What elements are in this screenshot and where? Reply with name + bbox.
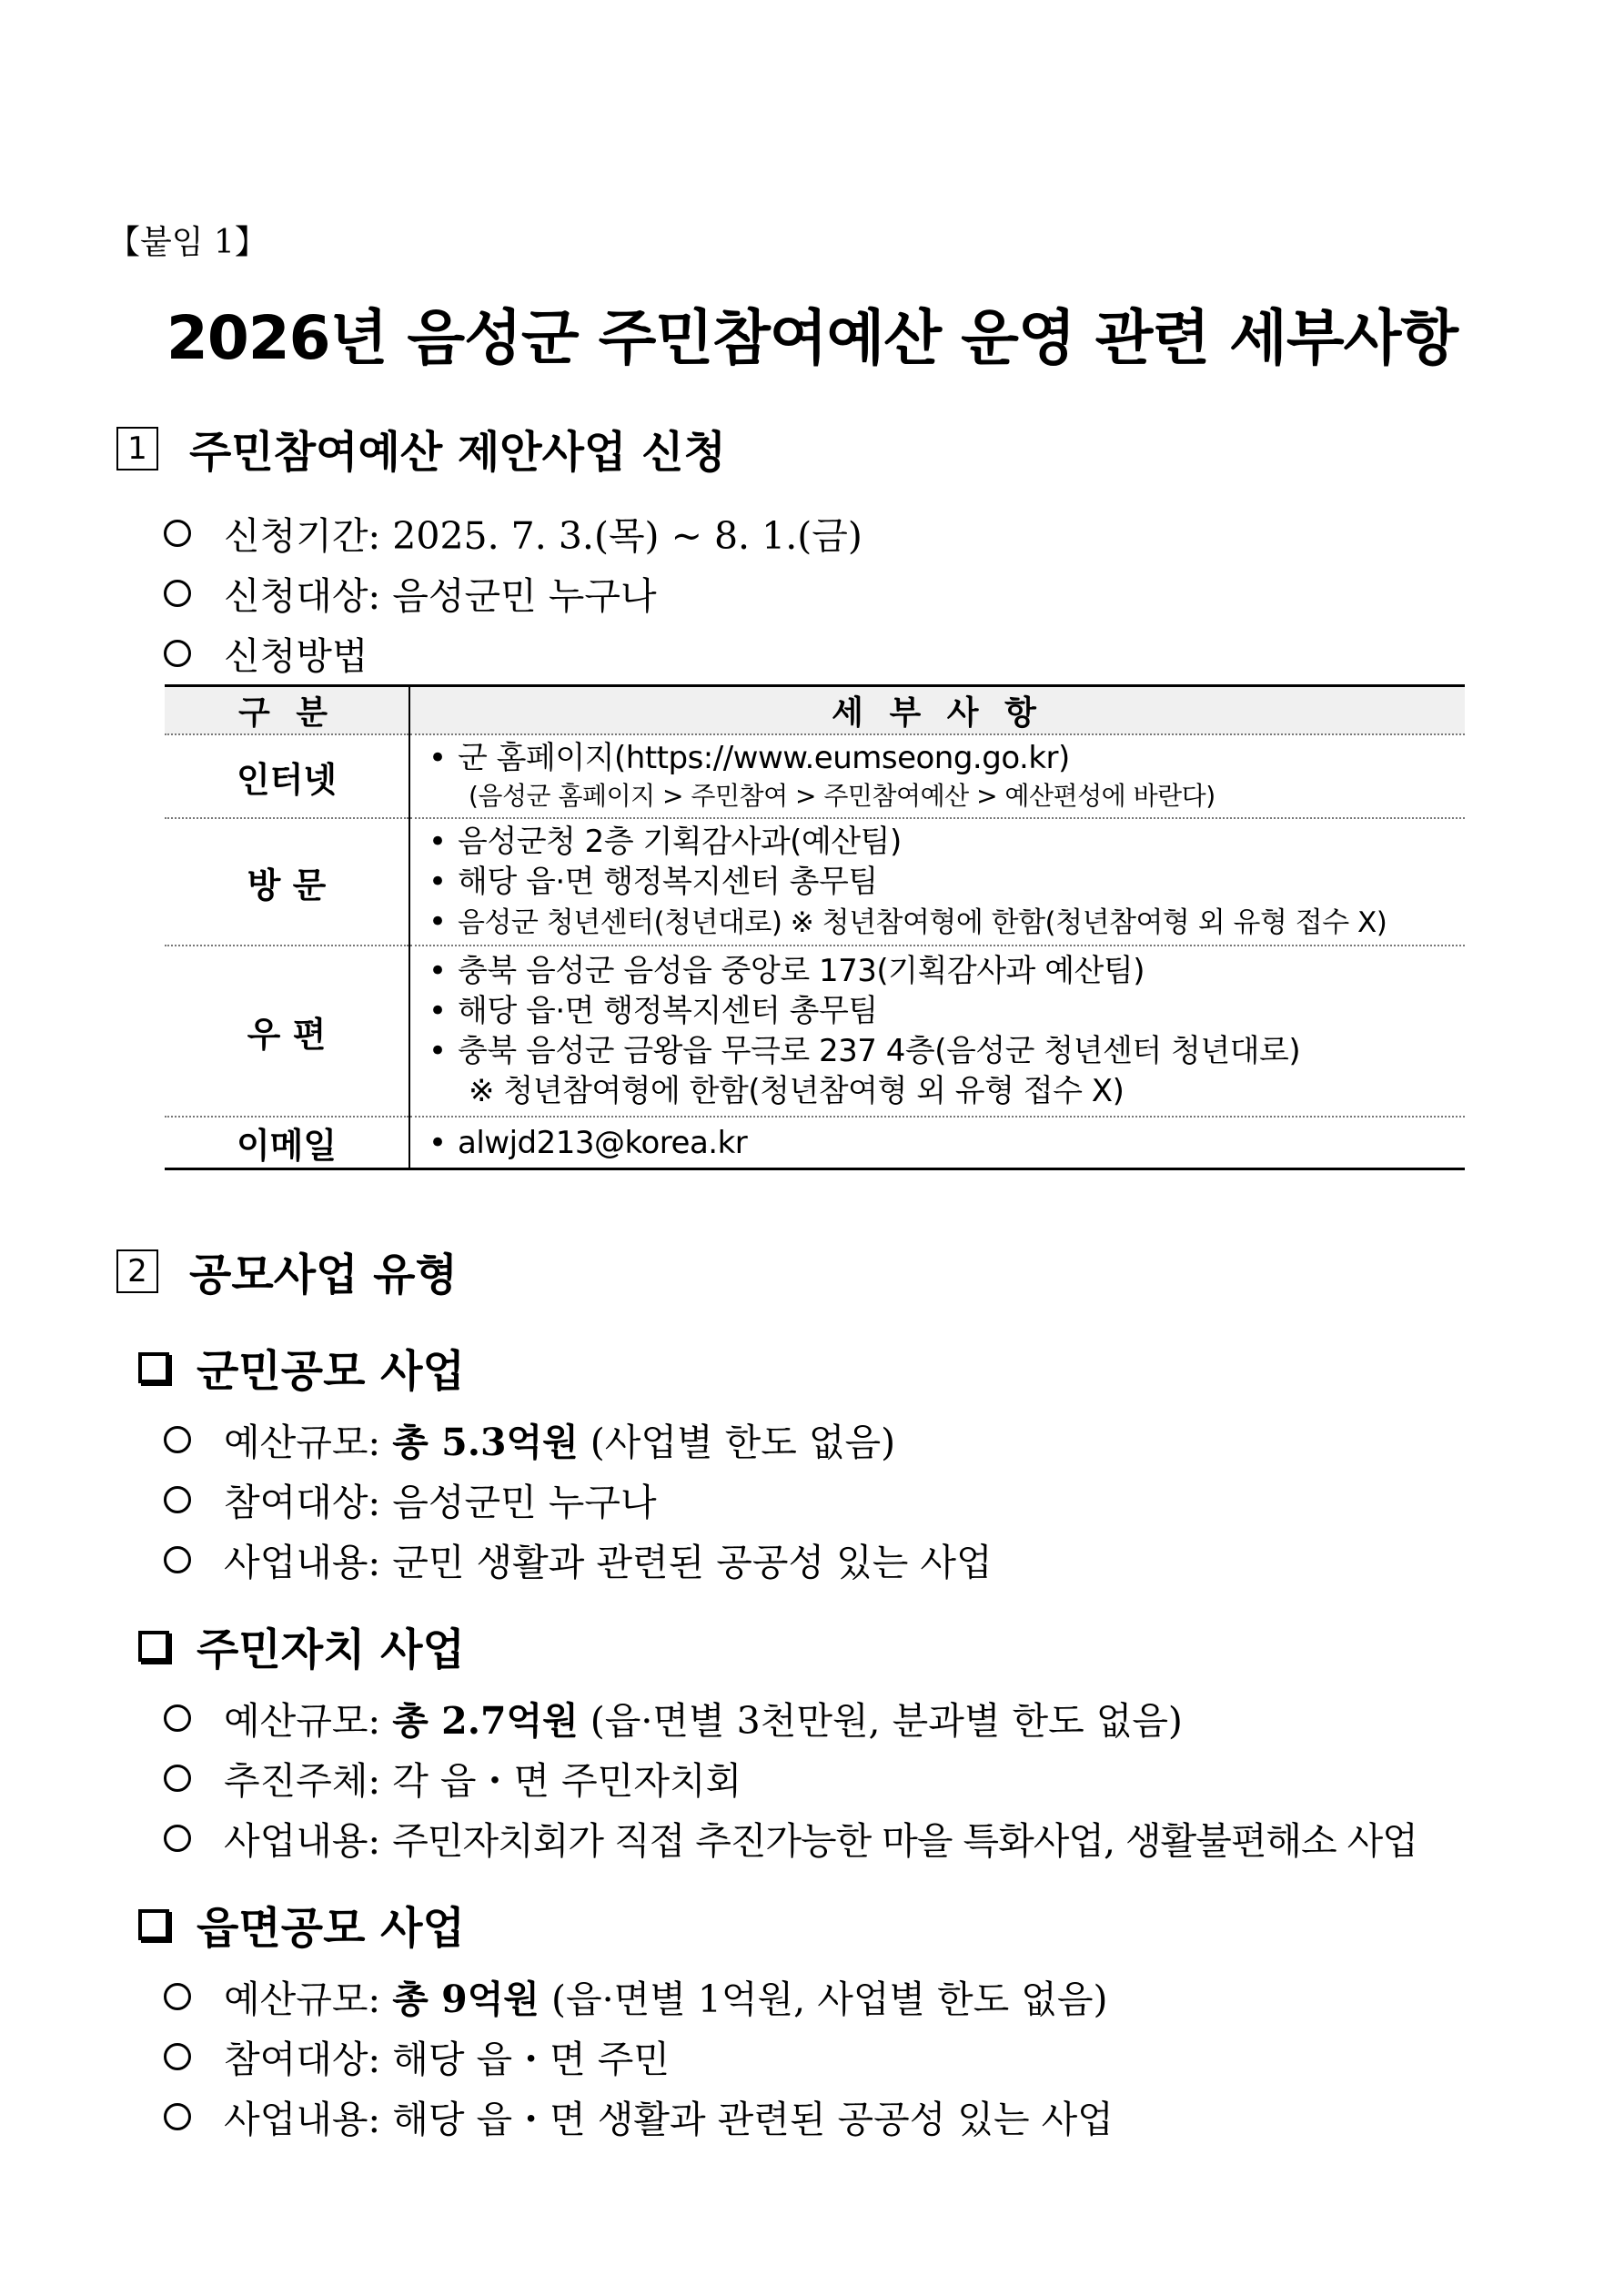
circle-bullet-icon (164, 2103, 191, 2130)
group-item: 사업내용: 해당 읍・면 생활과 관련된 공공성 있는 사업 (164, 2089, 1114, 2143)
detail-line: • 군 홈페이지(https://www.eumseong.go.kr) (429, 740, 1070, 776)
table-header-category: 구 분 (165, 686, 409, 735)
apply-period (164, 506, 862, 560)
table-row-visit (165, 818, 1465, 946)
category-cell: 인터넷 (165, 734, 409, 818)
group-item: 사업내용: 군민 생활과 관련된 공공성 있는 사업 (164, 1532, 993, 1586)
details-cell (409, 946, 1465, 1117)
bullet-dot-icon: • (429, 1033, 447, 1069)
bullet-text: 신청방법 (224, 634, 368, 678)
circle-bullet-icon (164, 1546, 191, 1573)
detail-note-line: ※ 청년참여형에 한함(청년참여형 외 유형 접수 X) (469, 1073, 1125, 1109)
bullet-dot-icon: • (429, 993, 447, 1029)
group-item: 추진주체: 각 읍・면 주민자치회 (164, 1751, 741, 1805)
detail-sub-line: (음성군 홈페이지 > 주민참여 > 주민참여예산 > 예산편성에 바란다) (469, 781, 1215, 811)
section-2-heading (116, 1239, 458, 1302)
section-title: 주민참여예산 제안사업 신청 (189, 427, 726, 478)
table-row-email (165, 1117, 1465, 1169)
detail-line: • 충북 음성군 음성읍 중앙로 173(기획감사과 예산팀) (429, 953, 1145, 989)
group-heading-town: 읍면공모 사업 (138, 1893, 465, 1956)
bullet-dot-icon: • (429, 1124, 447, 1161)
application-method-table (165, 684, 1465, 1170)
circle-bullet-icon (164, 1983, 191, 2010)
table-header-details: 세 부 사 항 (409, 686, 1465, 735)
square-bullet-icon (138, 1631, 169, 1662)
detail-line: • 충북 음성군 금왕읍 무극로 237 4층(음성군 청년센터 청년대로) (429, 1033, 1301, 1069)
page-title: 2026년 음성군 주민참여예산 운영 관련 세부사항 (166, 303, 1458, 373)
apply-target (164, 566, 657, 620)
section-title: 공모사업 유형 (189, 1249, 458, 1300)
detail-line: • 음성군청 2층 기획감사과(예산팀) (429, 824, 902, 860)
bullet-text: 신청대상: 음성군민 누구나 (224, 574, 657, 618)
detail-line: • 해당 읍·면 행정복지센터 총무팀 (429, 993, 878, 1029)
group-item: 사업내용: 주민자치회가 직접 추진가능한 마을 특화사업, 생활불편해소 사업 (164, 1811, 1417, 1865)
circle-bullet-icon (164, 640, 191, 667)
category-cell: 이메일 (165, 1117, 409, 1169)
circle-bullet-icon (164, 1825, 191, 1852)
square-bullet-icon (138, 1352, 169, 1383)
section-1-heading (116, 417, 726, 480)
bullet-dot-icon: • (429, 740, 447, 776)
group-item: 참여대상: 해당 읍・면 주민 (164, 2029, 670, 2083)
section-number-box: 2 (116, 1249, 158, 1293)
circle-bullet-icon (164, 1765, 191, 1792)
circle-bullet-icon (164, 520, 191, 547)
detail-line: • alwjd213@korea.kr (429, 1124, 748, 1161)
group-heading-county: 군민공모 사업 (138, 1336, 465, 1399)
circle-bullet-icon (164, 1704, 191, 1732)
attachment-label: 【붙임 1】 (107, 224, 267, 261)
category-cell: 방 문 (165, 818, 409, 946)
details-cell (409, 1117, 1465, 1169)
category-cell: 우 편 (165, 946, 409, 1117)
details-cell (409, 818, 1465, 946)
details-cell (409, 734, 1465, 818)
bullet-dot-icon: • (429, 824, 447, 860)
group-item: 참여대상: 음성군민 누구나 (164, 1472, 657, 1526)
table-row-internet (165, 734, 1465, 818)
bullet-dot-icon: • (429, 953, 447, 989)
circle-bullet-icon (164, 1426, 191, 1453)
circle-bullet-icon (164, 1486, 191, 1513)
group-item: 예산규모: 총 9억원 (읍·면별 1억원, 사업별 한도 없음) (164, 1969, 1108, 2023)
circle-bullet-icon (164, 2043, 191, 2070)
detail-line: • 해당 읍·면 행정복지센터 총무팀 (429, 864, 878, 900)
table-header-row (165, 686, 1465, 735)
group-item: 예산규모: 총 2.7억원 (읍·면별 3천만원, 분과별 한도 없음) (164, 1691, 1183, 1745)
square-bullet-icon (138, 1909, 169, 1940)
group-item: 예산규모: 총 5.3억원 (사업별 한도 없음) (164, 1412, 895, 1466)
section-number-box: 1 (116, 427, 158, 470)
bullet-text: 신청기간: 2025. 7. 3.(목) ~ 8. 1.(금) (224, 514, 862, 558)
table-row-mail (165, 946, 1465, 1117)
detail-line: • 음성군 청년센터(청년대로) ※ 청년참여형에 한함(청년참여형 외 유형 접수 X) (429, 904, 1387, 940)
bullet-dot-icon: • (429, 904, 447, 940)
group-heading-self-governance: 주민자치 사업 (138, 1614, 465, 1677)
circle-bullet-icon (164, 580, 191, 607)
bullet-dot-icon: • (429, 864, 447, 900)
apply-method (164, 626, 368, 680)
